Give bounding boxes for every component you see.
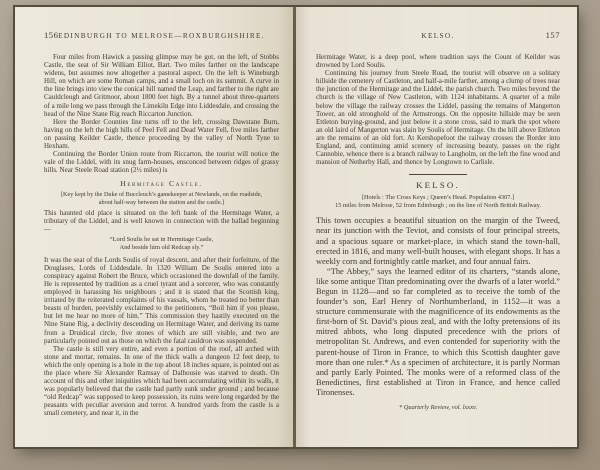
kelso-distances-line: 15 miles from Melrose, 52 from Edinburgh ; on the line of North British Railway.	[335, 202, 541, 210]
paragraph-border-union-route: Continuing the Border Union route from Riccarton, the tourist will notice the vale of the Liddel, with its snug farm-houses, ensconced between ridges of grassy hills. Near Steele Road station (2½ miles) is	[44, 150, 279, 175]
book-spread	[15, 7, 577, 447]
paragraph-kelso-abbey: “The Abbey,” says the learned editor of its charters, “stands alone, like some antique Titan predominating over the dwarfs of a later world.” Begun in 1128—and so far completed as to receive the tomb of the founder’s son, Earl Henry of Northumberland, in 1152—it was a structure commensurate with the magnificence of its endowments as the first-born of St. David’s pious zeal, and with the lofty pretensions of its mitred abbots, who long disputed precedence with the priors of metropolitan St. Andrews, and even contended for superiority with the parent-house of Tiron in France, to which this Scottish daughter gave more than one ruler.* As a specimen of architecture, it is partly Norman and partly Early Pointed. The monks were of a reformed class of the Benedictines, first established at Tiron in France, and hence called Tironenses.	[316, 266, 560, 397]
footnote-quarterly-review: * Quarterly Review, vol. lxxxv.	[398, 404, 477, 411]
paragraph-castle-dungeon: The castle is still very entire, and even a portion of the roof, all arched with stone and mortar, remains. In one of the thick walls a dungeon 12 feet deep, to which the only opening is a hole in the top about 18 inches square, is pointed out as the place where Sir Alexander Ramsay of Dalhousie was starved to death. On account of this and other iniquities which had been accumulating within its walls, it was popularly believed that the castle had partly sunk under ground ; and because “old Redcap” was supposed to keep possession, its ruins were long regarded by the peasants with peculiar aversion and terror. A hundred yards from the castle is a small cemetery, and near it, in the	[44, 344, 279, 418]
section-heading-hermitage-castle: Hermitage Castle.	[120, 179, 203, 189]
section-divider-rule	[409, 174, 467, 175]
page-left-156	[15, 7, 293, 447]
paragraph-lords-soulis: It was the seat of the Lords Soulis of royal descent, and after their forfeiture, of the Douglases, Lords of Liddesdale. In 1320 William De Soulis entered into a conspiracy against Robert the Bruce, which occasioned the downfall of the family. He is represented by tradition as a cruel tyrant and a sorcerer, who was constantly employed in harassing his neighbours ; and it is stated that the Scottish king, irritated by the reiterated complaints of his vassals, whom he treated no better than beasts of burden, peevishly exclaimed to the petitioners, “Boil him if you please, but let me hear no more of him.” This commission they hastily executed on the Nine Stane Rig, a declivity descending on Hermitage Water, and deriving its name from a Druidical circle, five stones of which are still visible, and two are particularly pointed out as those on which the fatal cauldron was suspended.	[44, 255, 279, 345]
page-number-left: 156	[44, 30, 59, 40]
ballad-verse-line-1: “Lord Soulis he sat in Hermitage Castle,	[109, 236, 214, 244]
page-number-right: 157	[545, 30, 560, 40]
paragraph-kelso-town: This town occupies a beautiful situation on the margin of the Tweed, near its junction with the Teviot, and consists of four principal streets, and a spacious square or market-place, in which stand the town-hall, erected in 1816, and many well-built houses, with elegant shops. It has a weekly corn and fortnightly cattle market, and four annual fairs.	[316, 216, 560, 266]
paragraph-hawick-riccarton: Four miles from Hawick a passing glimpse may be got, on the left, of Stobbs Castle, the seat of Sir William Elliot, Bart. Two miles farther on the landscape widens, but assumes now altogether a pastoral aspect. On the left is Wineburgh Hill, on which are some Roman camps, and a small loch on its summit. A curve in the line brings into view the conical hill named the Leap, and farther to the right are Cauldcleugh and Gritmoor, about 1800 feet high. By a tunnel about three-quarters of a mile long we pass through the Limekiln Edge into Liddesdale, and crossing the head of the Nine Stane Rig reach Riccarton Junction.	[44, 53, 279, 118]
running-title-right: KELSO.	[421, 31, 455, 40]
hermitage-key-note: [Key kept by the Duke of Buccleuch’s gamekeeper at Newlands, on the roadside, about half-way between the station and the castle.]	[60, 191, 263, 206]
running-title-left: EDINBURGH TO MELROSE—ROXBURGHSHIRE.	[58, 31, 265, 40]
running-head-right	[316, 31, 560, 45]
running-head-left	[44, 31, 279, 45]
section-heading-kelso: KELSO.	[416, 180, 460, 191]
paragraph-haunted-place: This haunted old place is situated on the left bank of the Hermitage Water, a tributary of the Liddel, and is well known in connection with the ballad beginning—	[44, 209, 279, 234]
ballad-verse-line-2: And beside him old Redcap sly.”	[119, 243, 204, 251]
kelso-hotels-population-line: [Hotels : The Cross Keys ; Queen’s Head. Population 4307.]	[361, 194, 515, 202]
ballad-verse	[44, 236, 279, 251]
page-right-157	[296, 7, 577, 447]
paragraph-deep-pool: Hermitage Water, is a deep pool, where tradition says the Count of Keilder was drowned by Lord Soulis.	[316, 53, 560, 70]
paragraph-steele-road-to-carlisle: Continuing his journey from Steele Road, the tourist will observe on a solitary hillside the cemetery of Castleton, and half-a-mile farther, among a clump of trees near the junction of the Hermitage and the Liddel, the parish church. Two miles beyond the church is the village of New Castleton, with 1124 inhabitants. A quarter of a mile below the village the railway crosses the Liddel, passing the remains of Mangerton Tower, an old stronghold of the Armstrongs. On the opposite hillside may be seen Ettleton burying-ground, and just below it a stone cross, said to mark the spot where an old laird of Mangerton was slain by Soulis of Hermitage. On the hill above Ettleton are the remains of an old fort. At Kershopefoot the railway crosses the Border into England, and, continuing amid scenery of increasing beauty, passes on the right Cannobie, whence there is a branch railway to Langholm, on the left the fine wood and mansion of Netherby Hall, and thence by Longtown to Carlisle.	[316, 69, 560, 167]
paragraph-border-counties-line: Here the Border Counties line turns off to the left, crossing Dawstane Burn, having on the left the high hills of Peel Fell and Dead Water Fell, five miles farther on passing Keilder Castle, thence proceeding by the valley of North Tyne to Hexham.	[44, 117, 279, 151]
